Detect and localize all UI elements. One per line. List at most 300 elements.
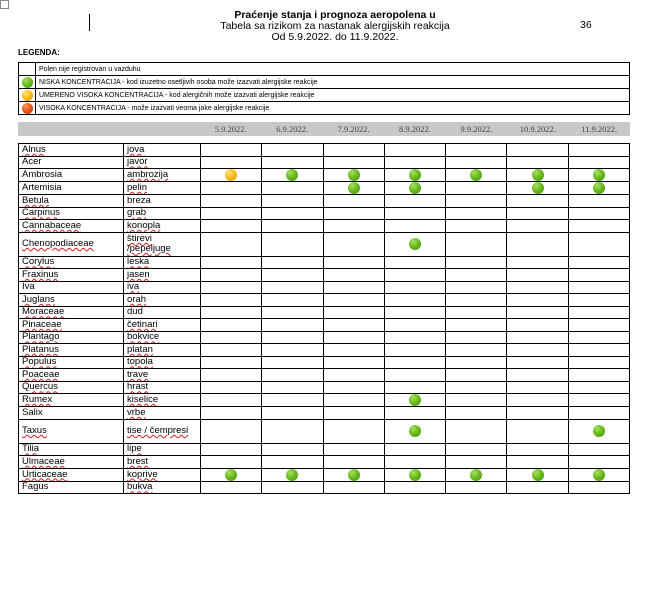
local-name: brest: [127, 455, 149, 467]
local-name-cell: [124, 144, 201, 157]
local-name-cell: [124, 456, 201, 469]
risk-cell: [507, 407, 568, 420]
medium-concentration-dot-icon: [225, 169, 237, 181]
legend-text: Polen nije registrovan u vazduhu: [36, 63, 630, 76]
latin-name-cell: [19, 294, 124, 307]
local-name: tise / čempresi: [127, 425, 189, 436]
latin-name: Iva: [22, 281, 35, 293]
latin-name: Chenopodiaceae: [22, 238, 94, 249]
risk-cell: [568, 394, 629, 407]
legend-swatch-cell: [19, 76, 36, 89]
legend-medium-dot-icon: [22, 90, 33, 101]
date-header-cell: 10.9.2022.: [507, 122, 568, 136]
local-name: leska: [127, 256, 150, 268]
risk-cell: [507, 319, 568, 332]
risk-cell: [323, 220, 384, 233]
risk-cell: [446, 369, 507, 382]
risk-cell: [446, 195, 507, 208]
low-concentration-dot-icon: [348, 182, 360, 194]
risk-cell: [568, 232, 629, 256]
risk-cell: [262, 294, 323, 307]
latin-name: Salix: [22, 406, 43, 418]
risk-cell: [262, 281, 323, 294]
risk-cell: [262, 356, 323, 369]
latin-name-cell: [19, 182, 124, 195]
date-header-blank: [123, 122, 200, 136]
low-concentration-dot-icon: [532, 169, 544, 181]
local-name-cell: [124, 182, 201, 195]
local-name-cell: [124, 232, 201, 256]
risk-cell: [201, 443, 262, 456]
risk-cell: [262, 319, 323, 332]
risk-cell: [323, 356, 384, 369]
risk-cell: [568, 456, 629, 469]
risk-cell: [568, 468, 629, 481]
local-name-cell: [124, 344, 201, 357]
risk-cell: [507, 331, 568, 344]
latin-name-cell: [19, 331, 124, 344]
risk-cell: [568, 369, 629, 382]
risk-cell: [568, 156, 629, 169]
risk-cell: [323, 381, 384, 394]
legend-row: [19, 76, 630, 89]
risk-cell: [262, 207, 323, 220]
risk-cell: [201, 207, 262, 220]
table-row: [19, 419, 630, 443]
risk-cell: [507, 281, 568, 294]
risk-cell: [201, 369, 262, 382]
local-name-cell: [124, 319, 201, 332]
risk-cell: [568, 356, 629, 369]
risk-cell: [323, 319, 384, 332]
latin-name-cell: [19, 207, 124, 220]
risk-cell: [201, 182, 262, 195]
risk-cell: [262, 468, 323, 481]
risk-cell: [446, 281, 507, 294]
table-row: [19, 144, 630, 157]
date-header-cell: 5.9.2022.: [200, 122, 261, 136]
low-concentration-dot-icon: [593, 469, 605, 481]
local-name: dud: [127, 306, 143, 318]
risk-cell: [262, 144, 323, 157]
local-name: konopla: [127, 219, 161, 231]
local-name: hrast: [127, 381, 149, 393]
latin-name-cell: [19, 306, 124, 319]
risk-cell: [262, 381, 323, 394]
risk-cell: [262, 256, 323, 269]
risk-cell: [568, 481, 629, 494]
risk-cell: [384, 419, 445, 443]
legend-low-dot-icon: [22, 77, 33, 88]
latin-name: Fraxinus: [22, 268, 59, 280]
risk-cell: [507, 256, 568, 269]
table-row: [19, 281, 630, 294]
table-row: [19, 207, 630, 220]
risk-cell: [568, 407, 629, 420]
risk-cell: [323, 394, 384, 407]
low-concentration-dot-icon: [409, 169, 421, 181]
risk-cell: [568, 182, 629, 195]
risk-cell: [262, 182, 323, 195]
latin-name: Platanus: [22, 343, 59, 355]
table-row: [19, 195, 630, 208]
latin-name-cell: [19, 344, 124, 357]
date-header-cell: 11.9.2022.: [569, 122, 630, 136]
risk-cell: [568, 256, 629, 269]
pollen-risk-table: [18, 143, 630, 494]
legend-swatch-cell: [19, 89, 36, 102]
low-concentration-dot-icon: [348, 169, 360, 181]
date-header-cell: 7.9.2022.: [323, 122, 384, 136]
risk-cell: [323, 269, 384, 282]
latin-name: Betula: [22, 194, 49, 206]
table-row: [19, 156, 630, 169]
risk-cell: [384, 195, 445, 208]
local-name-cell: [124, 394, 201, 407]
risk-cell: [568, 294, 629, 307]
local-name-cell: [124, 468, 201, 481]
low-concentration-dot-icon: [593, 169, 605, 181]
risk-cell: [262, 443, 323, 456]
latin-name: Juglans: [22, 293, 55, 305]
legend-swatch-cell: [19, 63, 36, 76]
risk-cell: [446, 156, 507, 169]
risk-cell: [384, 331, 445, 344]
risk-cell: [201, 269, 262, 282]
risk-cell: [201, 381, 262, 394]
risk-cell: [384, 294, 445, 307]
risk-cell: [568, 220, 629, 233]
latin-name: Fagus: [22, 481, 49, 493]
low-concentration-dot-icon: [409, 394, 421, 406]
local-name: javor: [127, 156, 148, 168]
date-header-cell: 8.9.2022.: [384, 122, 445, 136]
risk-cell: [507, 220, 568, 233]
risk-cell: [384, 232, 445, 256]
latin-name: Corylus: [22, 256, 55, 268]
latin-name-cell: [19, 144, 124, 157]
low-concentration-dot-icon: [409, 469, 421, 481]
table-row: [19, 269, 630, 282]
latin-name: Urticaceae: [22, 468, 68, 480]
risk-cell: [323, 331, 384, 344]
latin-name-cell: [19, 256, 124, 269]
page-number: 36: [580, 19, 592, 31]
risk-cell: [384, 369, 445, 382]
legend-heading: LEGENDA:: [18, 48, 60, 57]
legend-text: NISKA KONCENTRACIJA - kod izuzetno osetljivih osoba može izazvati alergijske reakcije: [36, 76, 630, 89]
risk-cell: [568, 381, 629, 394]
risk-cell: [568, 195, 629, 208]
risk-cell: [201, 169, 262, 182]
local-name: bukva: [127, 481, 153, 493]
table-row: [19, 182, 630, 195]
latin-name-cell: [19, 456, 124, 469]
risk-cell: [262, 156, 323, 169]
risk-cell: [446, 481, 507, 494]
latin-name: Populus: [22, 356, 57, 368]
local-name-cell: [124, 281, 201, 294]
low-concentration-dot-icon: [348, 469, 360, 481]
risk-cell: [384, 481, 445, 494]
risk-cell: [507, 144, 568, 157]
local-name: bokvice: [127, 331, 160, 343]
local-name: koprive: [127, 468, 158, 480]
risk-cell: [384, 407, 445, 420]
table-row: [19, 369, 630, 382]
risk-cell: [262, 369, 323, 382]
risk-cell: [446, 319, 507, 332]
latin-name-cell: [19, 220, 124, 233]
risk-cell: [201, 319, 262, 332]
risk-cell: [446, 394, 507, 407]
date-header: [18, 122, 630, 136]
risk-cell: [323, 182, 384, 195]
risk-cell: [446, 269, 507, 282]
latin-name: Taxus: [22, 425, 47, 436]
risk-cell: [323, 195, 384, 208]
low-concentration-dot-icon: [532, 182, 544, 194]
latin-name-cell: [19, 269, 124, 282]
latin-name: Tilia: [22, 443, 40, 455]
latin-name-cell: [19, 169, 124, 182]
latin-name: Quercus: [22, 381, 58, 393]
risk-cell: [446, 419, 507, 443]
risk-cell: [568, 269, 629, 282]
local-name: četinari: [127, 318, 158, 330]
risk-cell: [384, 456, 445, 469]
risk-cell: [323, 443, 384, 456]
risk-cell: [507, 456, 568, 469]
latin-name: Ulmaceae: [22, 455, 65, 467]
risk-cell: [568, 419, 629, 443]
low-concentration-dot-icon: [593, 425, 605, 437]
risk-cell: [446, 443, 507, 456]
local-name: iva: [127, 281, 140, 293]
risk-cell: [201, 456, 262, 469]
latin-name-cell: [19, 369, 124, 382]
latin-name-cell: [19, 468, 124, 481]
latin-name: Poaceae: [22, 368, 60, 380]
risk-cell: [384, 468, 445, 481]
low-concentration-dot-icon: [532, 469, 544, 481]
risk-cell: [507, 356, 568, 369]
risk-cell: [446, 232, 507, 256]
risk-cell: [201, 344, 262, 357]
risk-cell: [262, 394, 323, 407]
risk-cell: [201, 394, 262, 407]
local-name-cell: [124, 369, 201, 382]
risk-cell: [323, 281, 384, 294]
risk-cell: [507, 481, 568, 494]
risk-cell: [262, 195, 323, 208]
risk-cell: [384, 319, 445, 332]
risk-cell: [384, 169, 445, 182]
risk-cell: [507, 381, 568, 394]
low-concentration-dot-icon: [593, 182, 605, 194]
local-name-cell: [124, 481, 201, 494]
table-row: [19, 381, 630, 394]
low-concentration-dot-icon: [225, 469, 237, 481]
table-row: [19, 394, 630, 407]
local-name-cell: [124, 356, 201, 369]
risk-cell: [384, 443, 445, 456]
risk-cell: [384, 281, 445, 294]
risk-cell: [201, 481, 262, 494]
risk-cell: [323, 156, 384, 169]
risk-cell: [446, 182, 507, 195]
risk-cell: [384, 356, 445, 369]
table-row: [19, 356, 630, 369]
legend-text: UMERENO VISOKA KONCENTRACIJA - kod alergičnih može izazvati alergijske reakcije: [36, 89, 630, 102]
local-name: pelin: [127, 182, 148, 193]
risk-cell: [568, 331, 629, 344]
risk-cell: [323, 419, 384, 443]
risk-cell: [384, 381, 445, 394]
date-header-cell: 9.9.2022.: [446, 122, 507, 136]
local-name: grab: [127, 207, 147, 219]
table-row: [19, 169, 630, 182]
risk-cell: [323, 344, 384, 357]
latin-name-cell: [19, 156, 124, 169]
risk-cell: [323, 481, 384, 494]
latin-name: Ambrosia: [22, 169, 63, 180]
risk-cell: [507, 269, 568, 282]
risk-cell: [262, 220, 323, 233]
risk-cell: [201, 281, 262, 294]
document-period: Od 5.9.2022. do 11.9.2022.: [271, 31, 399, 43]
local-name-cell: [124, 306, 201, 319]
latin-name-cell: [19, 419, 124, 443]
risk-cell: [507, 232, 568, 256]
risk-cell: [507, 306, 568, 319]
risk-cell: [201, 156, 262, 169]
risk-cell: [262, 232, 323, 256]
risk-cell: [446, 144, 507, 157]
local-name: kiselice: [127, 394, 159, 405]
table-row: [19, 344, 630, 357]
risk-cell: [568, 281, 629, 294]
risk-cell: [507, 207, 568, 220]
legend-table: [18, 62, 630, 115]
local-name: jasen: [127, 268, 150, 280]
risk-cell: [446, 220, 507, 233]
risk-cell: [507, 156, 568, 169]
latin-name-cell: [19, 281, 124, 294]
table-row: [19, 468, 630, 481]
risk-cell: [201, 468, 262, 481]
text-cursor: [89, 14, 90, 31]
local-name-cell: [124, 220, 201, 233]
risk-cell: [323, 144, 384, 157]
risk-cell: [323, 207, 384, 220]
risk-cell: [262, 306, 323, 319]
legend-row: [19, 89, 630, 102]
risk-cell: [446, 256, 507, 269]
risk-cell: [323, 407, 384, 420]
risk-cell: [507, 294, 568, 307]
risk-cell: [384, 144, 445, 157]
legend-high-dot-icon: [22, 103, 33, 114]
risk-cell: [446, 294, 507, 307]
risk-cell: [384, 156, 445, 169]
risk-cell: [507, 182, 568, 195]
risk-cell: [323, 294, 384, 307]
risk-cell: [384, 182, 445, 195]
risk-cell: [446, 169, 507, 182]
risk-cell: [384, 394, 445, 407]
table-row: [19, 294, 630, 307]
risk-cell: [568, 306, 629, 319]
risk-cell: [323, 169, 384, 182]
risk-cell: [507, 169, 568, 182]
legend-swatch-cell: [19, 102, 36, 115]
risk-cell: [446, 344, 507, 357]
risk-cell: [507, 344, 568, 357]
latin-name-cell: [19, 481, 124, 494]
local-name: topola: [127, 356, 153, 368]
page-corner-marker: [0, 0, 9, 9]
risk-cell: [201, 195, 262, 208]
risk-cell: [262, 169, 323, 182]
risk-cell: [262, 481, 323, 494]
risk-cell: [201, 331, 262, 344]
document-subtitle: Tabela sa rizikom za nastanak alergijskih reakcija: [220, 20, 450, 32]
latin-name: Artemisia: [22, 182, 62, 193]
local-name: platan: [127, 343, 153, 355]
low-concentration-dot-icon: [470, 469, 482, 481]
latin-name-cell: [19, 407, 124, 420]
local-name-cell: [124, 207, 201, 220]
legend-row: [19, 102, 630, 115]
local-name: vrbe: [127, 406, 146, 418]
legend-row: [19, 63, 630, 76]
risk-cell: [446, 207, 507, 220]
risk-cell: [201, 407, 262, 420]
risk-cell: [262, 269, 323, 282]
local-name-cell: [124, 381, 201, 394]
latin-name-cell: [19, 381, 124, 394]
risk-cell: [262, 456, 323, 469]
latin-name: Acer: [22, 156, 42, 168]
risk-cell: [568, 344, 629, 357]
table-row: [19, 319, 630, 332]
low-concentration-dot-icon: [286, 469, 298, 481]
latin-name-cell: [19, 394, 124, 407]
low-concentration-dot-icon: [409, 238, 421, 250]
local-name-cell: [124, 256, 201, 269]
table-row: [19, 481, 630, 494]
risk-cell: [446, 468, 507, 481]
risk-cell: [507, 468, 568, 481]
risk-cell: [568, 443, 629, 456]
risk-cell: [446, 456, 507, 469]
risk-cell: [446, 306, 507, 319]
latin-name: Pinaceae: [22, 318, 62, 330]
local-name-cell: [124, 269, 201, 282]
local-name: lipe: [127, 443, 142, 455]
risk-cell: [507, 419, 568, 443]
local-name: ambrozija: [127, 169, 169, 180]
date-header-blank: [18, 122, 123, 136]
risk-cell: [568, 319, 629, 332]
risk-cell: [384, 344, 445, 357]
local-name-cell: [124, 195, 201, 208]
risk-cell: [262, 407, 323, 420]
risk-cell: [568, 169, 629, 182]
risk-cell: [201, 220, 262, 233]
table-row: [19, 456, 630, 469]
